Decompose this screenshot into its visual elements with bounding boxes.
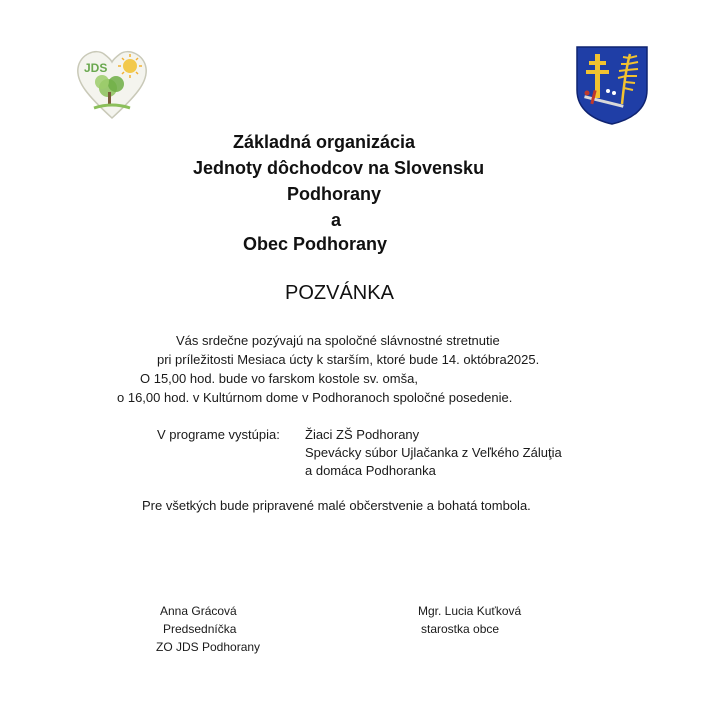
header-line-organization: Základná organizácia <box>233 132 416 152</box>
page-title: POZVÁNKA <box>285 282 394 304</box>
closing-note: Pre všetkých bude pripravené malé občerstvenie a bohatá tombola. <box>142 498 531 513</box>
header-line-and: a <box>331 210 342 230</box>
jds-heart-logo <box>74 46 150 122</box>
invitation-line-2: pri príležitosti Mesiaca úcty k starším, ktoré bude 14. októbra2025. <box>157 352 540 367</box>
jds-heart-icon <box>74 46 150 122</box>
invitation-line-3: O 15,00 hod. bude vo farskom kostole sv. omša, <box>140 371 418 386</box>
jds-logo-text: JDS <box>84 61 108 75</box>
program-item: a domáca Podhoranka <box>305 463 436 478</box>
signature-right-role: starostka obce <box>421 622 500 636</box>
invitation-line-1: Vás srdečne pozývajú na spoločné slávnostné stretnutie <box>176 333 500 348</box>
program-label: V programe vystúpia: <box>157 427 280 442</box>
signature-left-name: Anna Grácová <box>160 604 237 618</box>
signature-left-role: Predsedníčka <box>163 622 237 636</box>
header-line-municipality: Obec Podhorany <box>243 234 388 254</box>
program-item: Spevácky súbor Ujlačanka z Veľkého Záluţia <box>305 445 562 460</box>
program-item: Žiaci ZŠ Podhorany <box>305 427 420 442</box>
signature-left-org: ZO JDS Podhorany <box>156 640 261 654</box>
signature-right-name: Mgr. Lucia Kuťková <box>418 604 522 618</box>
podhorany-coat-of-arms <box>574 44 650 126</box>
header-line-jds: Jednoty dôchodcov na Slovensku <box>193 158 485 178</box>
invitation-line-4: o 16,00 hod. v Kultúrnom dome v Podhoranoch spoločné posedenie. <box>117 390 513 405</box>
header-line-podhorany: Podhorany <box>287 184 382 204</box>
coat-of-arms-icon <box>574 44 650 126</box>
